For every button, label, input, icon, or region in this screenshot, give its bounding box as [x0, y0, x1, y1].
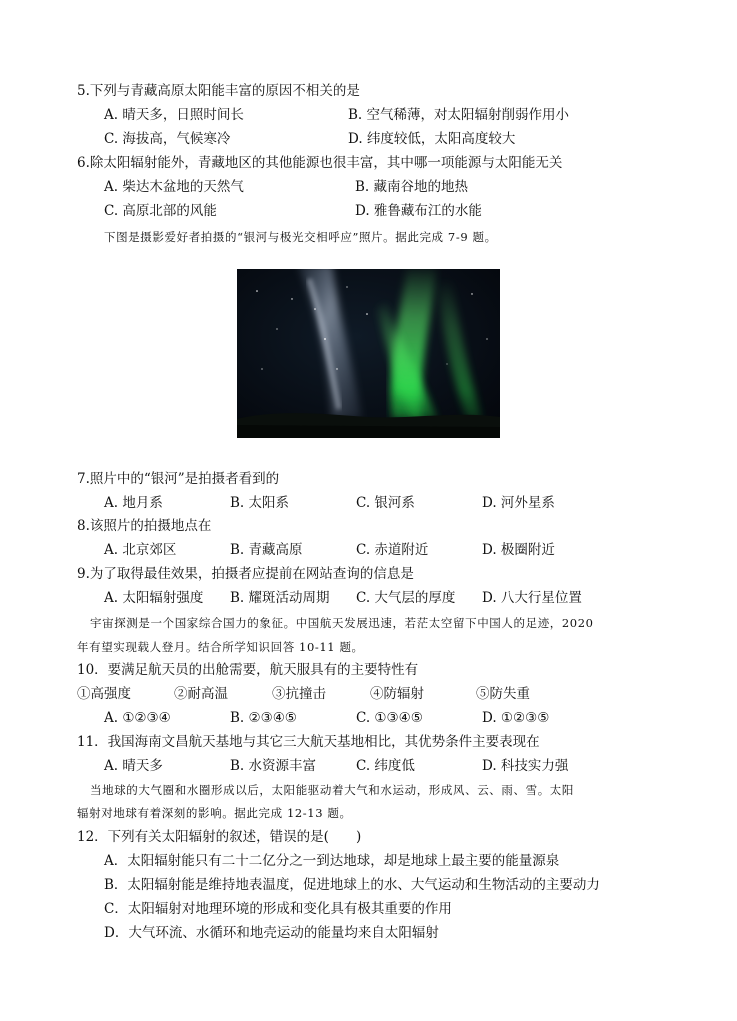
q12-option-b: B．太阳辐射能是维持地表温度，促进地球上的水、大气运动和生物活动的主要动力	[104, 877, 600, 893]
q5-option-b: B. 空气稀薄，对太阳辐射削弱作用小	[348, 107, 570, 123]
q10-option-c: C. ①③④⑤	[356, 710, 423, 726]
q11-option-b: B. 水资源丰富	[230, 758, 317, 774]
question-9-stem: 9.为了取得最佳效果，拍摄者应提前在网站查询的信息是	[77, 566, 414, 582]
question-12-stem: 12．下列有关太阳辐射的叙述，错误的是( )	[77, 829, 362, 845]
q12-option-a: A．太阳辐射能只有二十二亿分之一到达地球，却是地球上最主要的能量源泉	[104, 853, 560, 869]
milky-way-aurora-photo	[237, 269, 500, 438]
q9-option-a: A. 太阳辐射强度	[104, 590, 204, 606]
q7-option-a: A. 地月系	[104, 495, 163, 511]
q12-option-d: D．大气环流、水循环和地壳运动的能量均来自太阳辐射	[104, 925, 439, 941]
question-11-stem: 11．我国海南文昌航天基地与其它三大航天基地相比，其优势条件主要表现在	[77, 734, 540, 750]
q10-item-4: ④防辐射	[370, 686, 424, 702]
q10-option-a: A. ①②③④	[104, 710, 171, 726]
q9-option-b: B. 耀斑活动周期	[230, 590, 330, 606]
q10-item-5: ⑤防失重	[476, 686, 530, 702]
question-5-stem: 5.下列与青藏高原太阳能丰富的原因不相关的是	[77, 83, 360, 99]
q10-item-2: ②耐高温	[174, 686, 228, 702]
q10-item-1: ①高强度	[77, 686, 131, 702]
q7-option-b: B. 太阳系	[230, 495, 290, 511]
intro-12-13-line-1: 当地球的大气圈和水圈形成以后，太阳能驱动着大气和水运动，形成风、云、雨、雪。太阳	[90, 783, 574, 797]
q8-option-a: A. 北京郊区	[104, 542, 177, 558]
q8-option-d: D. 极圈附近	[482, 542, 555, 558]
question-7-stem: 7.照片中的“银河”是拍摄者看到的	[77, 471, 280, 487]
intro-7-9: 下图是摄影爱好者拍摄的“银河与极光交相呼应”照片。据此完成 7-9 题。	[104, 230, 497, 244]
q8-option-c: C. 赤道附近	[356, 542, 429, 558]
intro-10-11-line-1: 宇宙探测是一个国家综合国力的象征。中国航天发展迅速，若茫太空留下中国人的足迹，2020	[90, 616, 594, 630]
q7-option-c: C. 银河系	[356, 495, 415, 511]
question-6-stem: 6.除太阳辐射能外，青藏地区的其他能源也很丰富，其中哪一项能源与太阳能无关	[77, 155, 563, 171]
q10-option-b: B. ②③④⑤	[230, 710, 297, 726]
q10-option-d: D. ①②③⑤	[482, 710, 550, 726]
q9-option-c: C. 大气层的厚度	[356, 590, 456, 606]
q12-option-c: C．太阳辐射对地理环境的形成和变化具有极其重要的作用	[104, 901, 452, 917]
q6-option-d: D. 雅鲁藏布江的水能	[355, 203, 482, 219]
q9-option-d: D. 八大行星位置	[482, 590, 582, 606]
intro-10-11-line-2: 年有望实现载人登月。结合所学知识回答 10-11 题。	[77, 640, 364, 654]
q11-option-d: D. 科技实力强	[482, 758, 569, 774]
question-8-stem: 8.该照片的拍摄地点在	[77, 518, 212, 534]
question-10-stem: 10．要满足航天员的出舱需要，航天服具有的主要特性有	[77, 662, 419, 678]
q6-option-b: B. 藏南谷地的地热	[355, 179, 469, 195]
q7-option-d: D. 河外星系	[482, 495, 555, 511]
q5-option-d: D. 纬度较低，太阳高度较大	[348, 131, 516, 147]
q11-option-a: A. 晴天多	[104, 758, 163, 774]
q6-option-c: C. 高原北部的风能	[104, 203, 217, 219]
q5-option-a: A. 晴天多，日照时间长	[104, 107, 244, 123]
q10-item-3: ③抗撞击	[272, 686, 326, 702]
q5-option-c: C. 海拔高，气候寒冷	[104, 131, 231, 147]
intro-12-13-line-2: 辐射对地球有着深刻的影响。据此完成 12-13 题。	[77, 806, 352, 820]
q11-option-c: C. 纬度低	[356, 758, 415, 774]
q6-option-a: A. 柴达木盆地的天然气	[104, 179, 244, 195]
q8-option-b: B. 青藏高原	[230, 542, 303, 558]
